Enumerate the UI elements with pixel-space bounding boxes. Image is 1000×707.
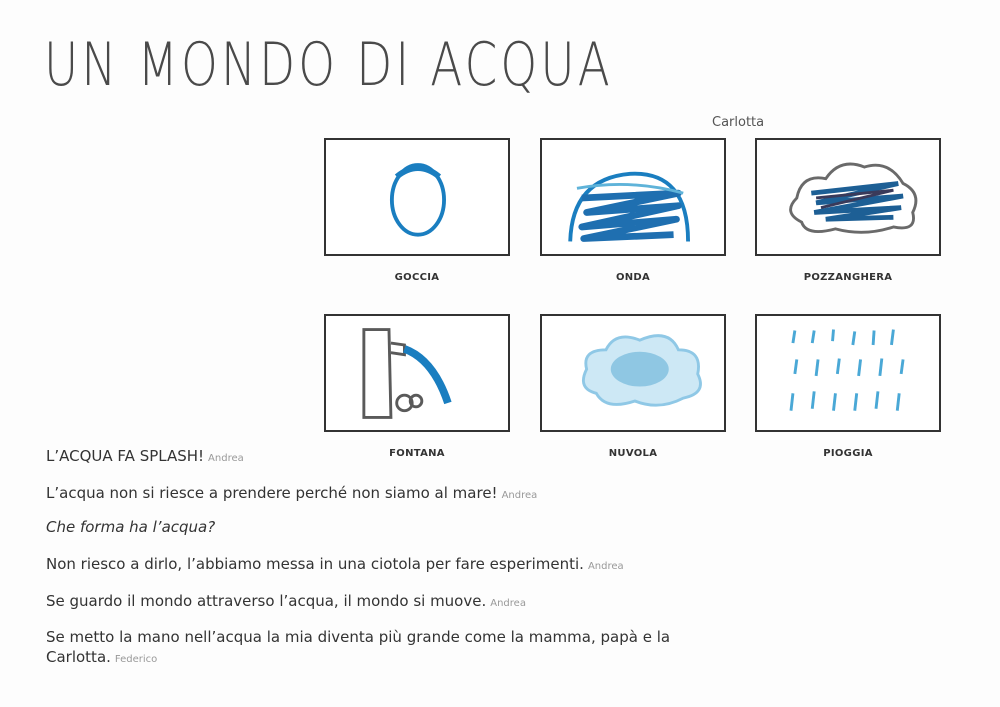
drawing-label: FONTANA bbox=[389, 448, 445, 459]
quote bbox=[46, 447, 244, 465]
drawing-fontana bbox=[324, 314, 510, 432]
quote-text: L’acqua non si riesce a prendere perché non siamo al mare! bbox=[46, 484, 498, 502]
quote-text: L’ACQUA FA SPLASH! bbox=[46, 447, 205, 465]
fountain-drawing bbox=[326, 316, 508, 430]
drawing-pozzanghera bbox=[755, 138, 941, 256]
drawing-label: PIOGGIA bbox=[823, 448, 873, 459]
quote bbox=[46, 627, 726, 670]
drawing-label: NUVOLA bbox=[608, 448, 658, 459]
rain-drawing bbox=[757, 316, 939, 430]
drawing-pioggia bbox=[755, 314, 941, 432]
puddle-drawing bbox=[757, 140, 939, 254]
quote-author: Andrea bbox=[208, 453, 244, 464]
quote-text: Se metto la mano nell’acqua la mia diventa più grande come la mamma, papà e la Carlotta. bbox=[46, 628, 671, 666]
cloud-drawing bbox=[542, 316, 724, 430]
page-title: UN MONDO DI ACQUA bbox=[44, 30, 613, 100]
drawing-label: GOCCIA bbox=[394, 272, 440, 283]
drop-drawing bbox=[326, 140, 508, 254]
question-text: Che forma ha l’acqua? bbox=[46, 518, 216, 536]
drawing-nuvola bbox=[540, 314, 726, 432]
drawing-label: ONDA bbox=[615, 272, 651, 283]
drawing-goccia bbox=[324, 138, 510, 256]
quote bbox=[46, 555, 624, 573]
quote-author: Andrea bbox=[587, 561, 624, 572]
quote bbox=[46, 484, 537, 502]
drawing-author: Carlotta bbox=[712, 115, 765, 130]
drawing-onda bbox=[540, 138, 726, 256]
quote-text: Se guardo il mondo attraverso l’acqua, il mondo si muove. bbox=[46, 592, 487, 610]
quote-author: Andrea bbox=[501, 490, 538, 501]
drawing-label: POZZANGHERA bbox=[803, 272, 893, 283]
wave-drawing bbox=[542, 140, 724, 254]
quote bbox=[46, 592, 526, 610]
quote-author: Andrea bbox=[490, 598, 526, 609]
question bbox=[46, 518, 215, 536]
quote-text: Non riesco a dirlo, l’abbiamo messa in una ciotola per fare esperimenti. bbox=[46, 555, 584, 573]
quote-author: Federico bbox=[114, 654, 158, 665]
